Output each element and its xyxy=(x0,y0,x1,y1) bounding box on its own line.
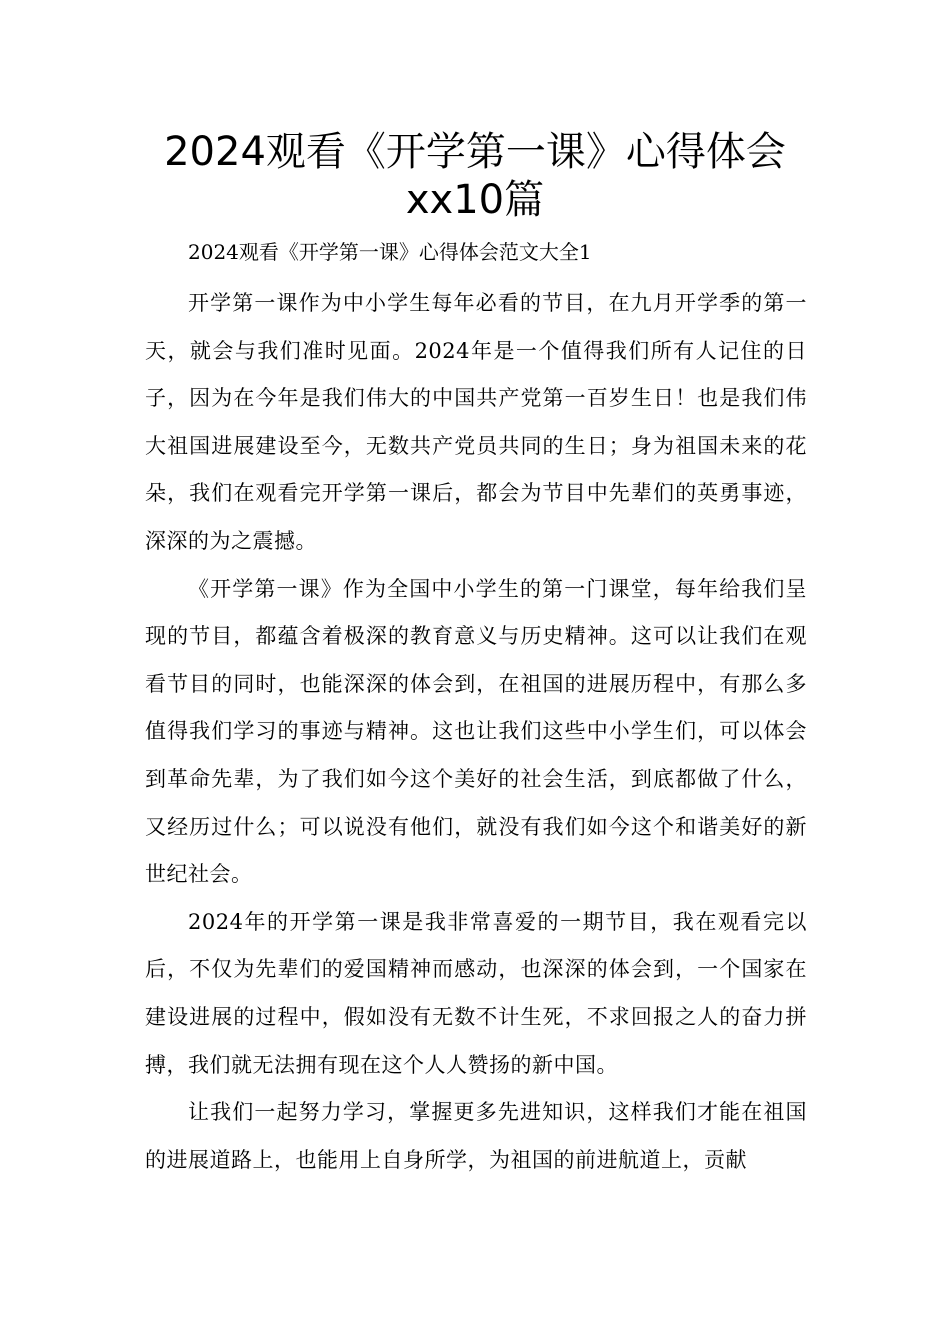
paragraph-3: 2024年的开学第一课是我非常喜爱的一期节目，我在观看完以后，不仅为先辈们的爱国精神而感动，也深深的体会到，一个国家在建设进展的过程中，假如没有无数不计生死，不求回报之人的奋力拼搏，我们就无法拥有现在这个人人赞扬的新中国。 xyxy=(145,909,807,1077)
paragraph-2: 《开学第一课》作为全国中小学生的第一门课堂，每年给我们呈现的节目，都蕴含着极深的教育意义与历史精神。这可以让我们在观看节目的同时，也能深深的体会到，在祖国的进展历程中，有那么多值得我们学习的事迹与精神。这也让我们这些中小学生们，可以体会到革命先辈，为了我们如今这个美好的社会生活，到底都做了什么，又经历过什么；可以说没有他们，就没有我们如今这个和谐美好的新世纪社会。 xyxy=(145,576,807,887)
document-title-line2: xx10篇 xyxy=(405,177,545,223)
paragraph-4: 让我们一起努力学习，掌握更多先进知识，这样我们才能在祖国的进展道路上，也能用上自身所学，为祖国的前进航道上，贡献 xyxy=(145,1100,807,1172)
document-title-line1: 2024观看《开学第一课》心得体会 xyxy=(164,129,786,175)
section-heading: 2024观看《开学第一课》心得体会范文大全1 xyxy=(188,240,592,264)
body-text xyxy=(145,280,807,1184)
paragraph-1: 开学第一课作为中小学生每年必看的节目，在九月开学季的第一天，就会与我们准时见面。2024年是一个值得我们所有人记住的日子，因为在今年是我们伟大的中国共产党第一百岁生日！也是我们伟大祖国进展建设至今，无数共产党员共同的生日；身为祖国未来的花朵，我们在观看完开学第一课后，都会为节目中先辈们的英勇事迹，深深的为之震撼。 xyxy=(145,291,807,553)
